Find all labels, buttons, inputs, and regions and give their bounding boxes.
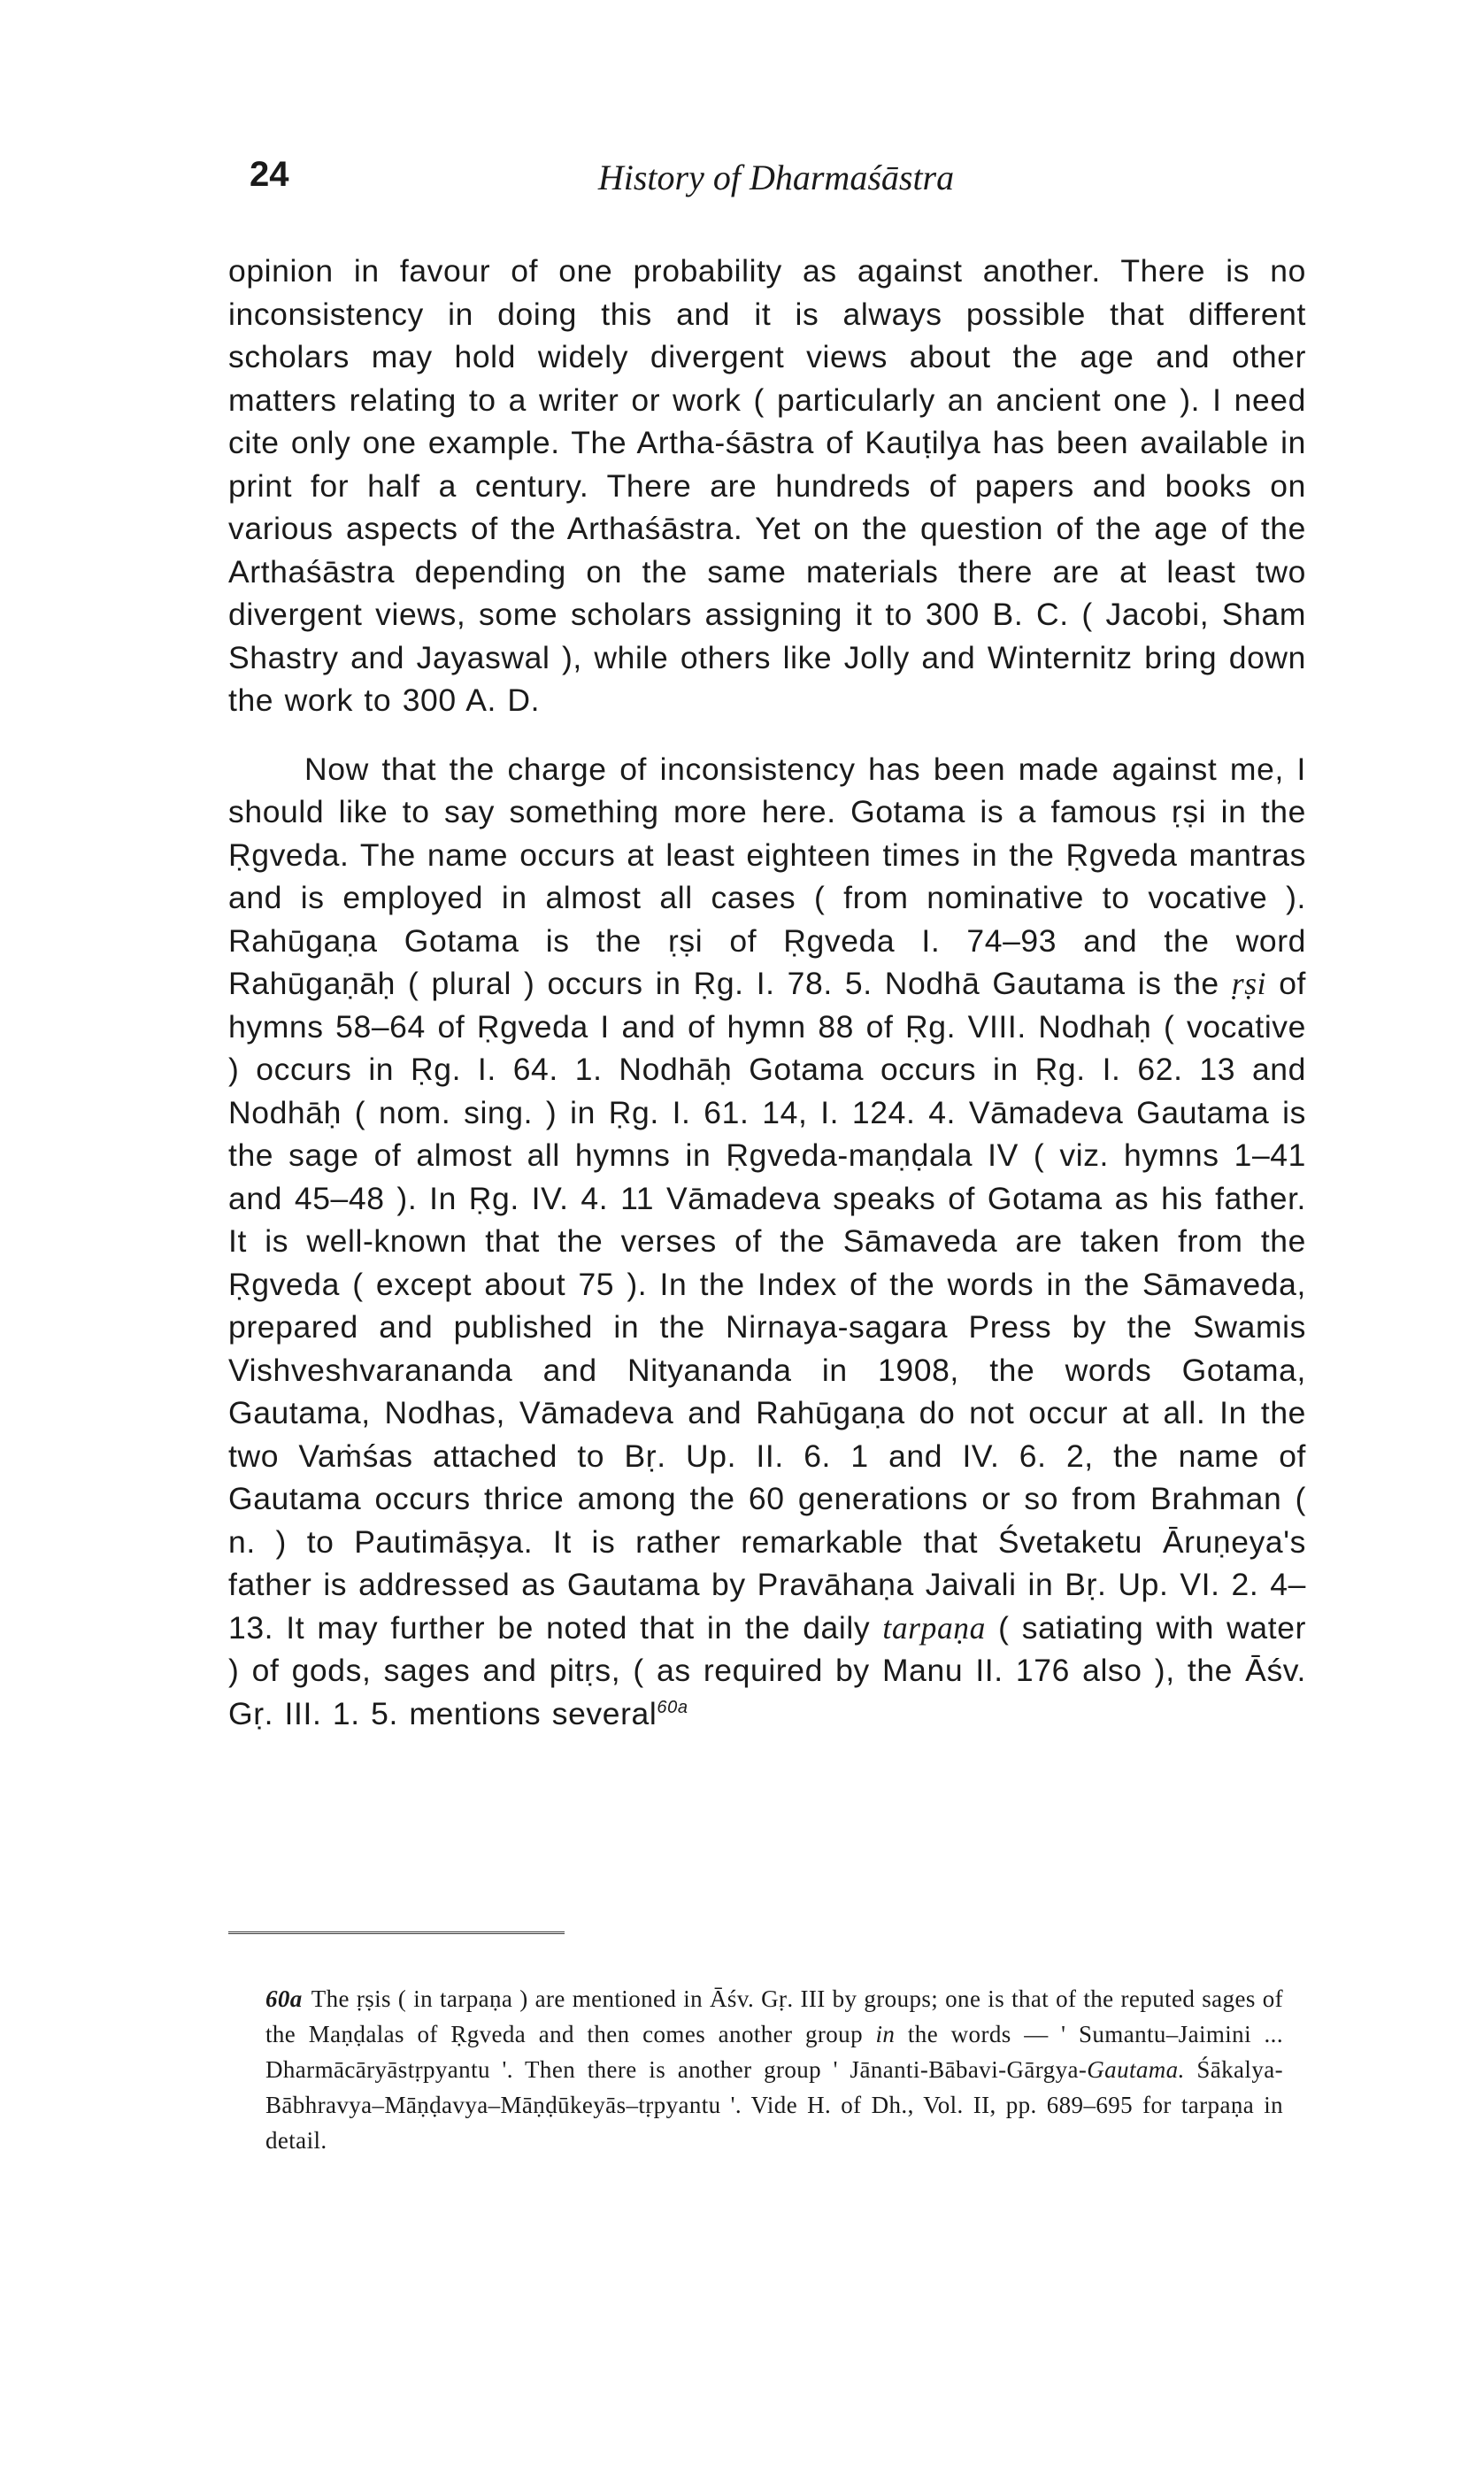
- footnote-in-italic: in: [875, 2021, 896, 2047]
- tarpana-italic: tarpaṇa: [882, 1609, 986, 1646]
- footnote-part-a: The ṛṣis ( in tarpaṇa ) are mentioned in Āśv. Gṛ. III by groups; one is that of the reputed sages of the Maṇḍalas of Ṛgveda and then comes another group: [265, 1985, 1283, 2047]
- footnote-rule: [228, 1931, 565, 1934]
- footnote-part-c: Śākalya-Bābhravya–Māṇḍavya–Māṇḍūkeyās–tṛpyantu '. Vide H. of Dh., Vol. II, pp. 689–695 for tarpaṇa in detail.: [265, 2056, 1284, 2154]
- rsi-italic: ṛṣi: [1231, 966, 1267, 1001]
- footnote-part-b: the words — ' Sumantu–Jaimini ... Dharmācāryāstṛpyantu '. Then there is another group ' Jānanti-Bābavi-Gārgya-: [265, 2021, 1283, 2083]
- paragraph-1: opinion in favour of one probability as against another. There is no inconsistency in doing this and it is always possible that different scholars may hold widely divergent views about the age and other matters relating to a writer or work ( particularly an ancient one ). I need cite only one example. The Artha-śāstra of Kauṭilya has been available in print for half a century. There are hundreds of papers and books on various aspects of the Arthaśāstra. Yet on the question of the age of the Arthaśāstra depending on the same materials there are at least two divergent views, some scholars assigning it to 300 B. C. ( Jacobi, Sham Shastry and Jayaswal ), while others like Jolly and Winternitz bring down the work to 300 A. D.: [228, 253, 1306, 718]
- running-head: [250, 155, 1303, 208]
- page-number: 24: [250, 155, 289, 194]
- footnote-gautama-italic: Gautama.: [1087, 2056, 1185, 2083]
- footnote-reference: 60a: [657, 1697, 688, 1717]
- footnote-mark: 60a: [265, 1985, 303, 2012]
- main-text: [228, 250, 1306, 1735]
- footnote: [265, 1981, 1283, 2158]
- paragraph-2: [228, 748, 1306, 1736]
- paragraph-2-part-c: ( satiating with water ) of gods, sages and pitṛs, ( as required by Manu II. 176 also ), the Āśv. Gṛ. III. 1. 5. mentions several: [228, 1609, 1306, 1731]
- paragraph-2-part-a: Now that the charge of inconsistency has been made against me, I should like to say something more here. Gotama is a famous ṛṣi in the Ṛgveda. The name occurs at least eighteen times in the Ṛgveda mantras and is employed in almost all cases ( from nominative to vocative ). Rahūgaṇa Gotama is the ṛṣi of Ṛgveda I. 74–93 and the word Rahūgaṇāḥ ( plural ) occurs in Ṛg. I. 78. 5. Nodhā Gautama is the: [228, 751, 1306, 1001]
- paragraph-2-part-b: of hymns 58–64 of Ṛgveda I and of hymn 88 of Ṛg. VIII. Nodhaḥ ( vocative ) occurs in Ṛg. I. 64. 1. Nodhāḥ Gotama occurs in Ṛg. I. 62. 13 and Nodhāḥ ( nom. sing. ) in Ṛg. I. 61. 14, I. 124. 4. Vāmadeva Gautama is the sage of almost all hymns in Ṛgveda-maṇḍala IV ( viz. hymns 1–41 and 45–48 ). In Ṛg. IV. 4. 11 Vāmadeva speaks of Gotama as his father. It is well-known that the verses of the Sāmaveda are taken from the Ṛgveda ( except about 75 ). In the Index of the words in the Sāmaveda, prepared and published in the Nirnaya-sagara Press by the Swamis Vishveshvarananda and Nityananda in 1908, the words Gotama, Gautama, Nodhas, Vāmadeva and Rahūgaṇa do not occur at all. In the two Vaṁśas attached to Bṛ. Up. II. 6. 1 and IV. 6. 2, the name of Gautama occurs thrice among the 60 generations or so from Brahman ( n. ) to Pautimāṣya. It is rather remarkable that Śvetaketu Āruṇeya's father is addressed as Gautama by Pravāhaṇa Jaivali in Bṛ. Up. VI. 2. 4–13. It may further be noted that in the daily: [228, 966, 1306, 1646]
- running-title: History of Dharmaśāstra: [597, 158, 955, 197]
